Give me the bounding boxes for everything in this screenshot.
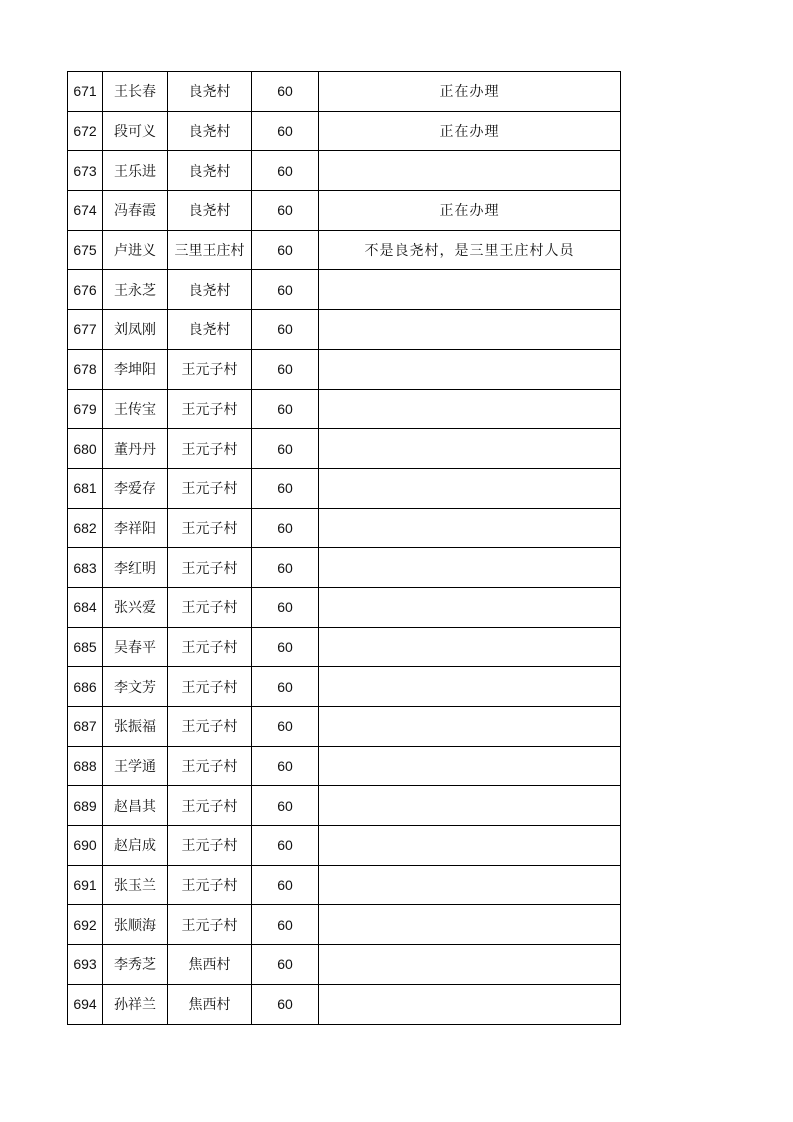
village-cell: 焦西村 (168, 984, 252, 1024)
village-cell: 良尧村 (168, 191, 252, 231)
amount-cell: 60 (252, 667, 319, 707)
village-cell: 焦西村 (168, 945, 252, 985)
note-cell (319, 468, 621, 508)
table-row (68, 151, 621, 191)
amount-cell: 60 (252, 945, 319, 985)
amount-cell: 60 (252, 429, 319, 469)
name-cell: 孙祥兰 (103, 984, 168, 1024)
name-cell: 张顺海 (103, 905, 168, 945)
note-cell (319, 984, 621, 1024)
note-cell: 正在办理 (319, 191, 621, 231)
amount-cell: 60 (252, 72, 319, 112)
name-cell: 李坤阳 (103, 349, 168, 389)
table-row (68, 349, 621, 389)
village-cell: 王元子村 (168, 905, 252, 945)
village-cell: 王元子村 (168, 786, 252, 826)
village-cell: 王元子村 (168, 468, 252, 508)
note-cell (319, 627, 621, 667)
row-number-cell: 686 (68, 667, 103, 707)
note-cell: 不是良尧村，是三里王庄村人员 (319, 230, 621, 270)
amount-cell: 60 (252, 707, 319, 747)
note-cell (319, 429, 621, 469)
amount-cell: 60 (252, 151, 319, 191)
note-cell (319, 151, 621, 191)
amount-cell: 60 (252, 349, 319, 389)
amount-cell: 60 (252, 786, 319, 826)
village-cell: 良尧村 (168, 111, 252, 151)
village-cell: 良尧村 (168, 310, 252, 350)
note-cell (319, 587, 621, 627)
village-cell: 王元子村 (168, 587, 252, 627)
row-number-cell: 694 (68, 984, 103, 1024)
table-row (68, 310, 621, 350)
note-cell (319, 707, 621, 747)
row-number-cell: 674 (68, 191, 103, 231)
village-cell: 良尧村 (168, 270, 252, 310)
table-row (68, 984, 621, 1024)
name-cell: 李爱存 (103, 468, 168, 508)
row-number-cell: 691 (68, 865, 103, 905)
name-cell: 李文芳 (103, 667, 168, 707)
table-row (68, 627, 621, 667)
row-number-cell: 683 (68, 548, 103, 588)
amount-cell: 60 (252, 310, 319, 350)
name-cell: 王长春 (103, 72, 168, 112)
village-cell: 王元子村 (168, 508, 252, 548)
table-row (68, 429, 621, 469)
table-row (68, 707, 621, 747)
village-cell: 良尧村 (168, 72, 252, 112)
table-row (68, 230, 621, 270)
row-number-cell: 690 (68, 826, 103, 866)
village-cell: 王元子村 (168, 349, 252, 389)
name-cell: 李祥阳 (103, 508, 168, 548)
row-number-cell: 673 (68, 151, 103, 191)
amount-cell: 60 (252, 865, 319, 905)
amount-cell: 60 (252, 548, 319, 588)
note-cell: 正在办理 (319, 111, 621, 151)
note-cell (319, 746, 621, 786)
amount-cell: 60 (252, 191, 319, 231)
village-cell: 王元子村 (168, 667, 252, 707)
note-cell (319, 826, 621, 866)
row-number-cell: 689 (68, 786, 103, 826)
table-row (68, 945, 621, 985)
row-number-cell: 680 (68, 429, 103, 469)
name-cell: 张振福 (103, 707, 168, 747)
records-table-body (68, 72, 621, 1025)
row-number-cell: 676 (68, 270, 103, 310)
amount-cell: 60 (252, 746, 319, 786)
note-cell (319, 865, 621, 905)
table-row (68, 389, 621, 429)
row-number-cell: 675 (68, 230, 103, 270)
table-row (68, 746, 621, 786)
name-cell: 李秀芝 (103, 945, 168, 985)
village-cell: 王元子村 (168, 826, 252, 866)
table-row (68, 905, 621, 945)
note-cell (319, 786, 621, 826)
row-number-cell: 682 (68, 508, 103, 548)
village-cell: 王元子村 (168, 746, 252, 786)
row-number-cell: 685 (68, 627, 103, 667)
village-cell: 良尧村 (168, 151, 252, 191)
table-row (68, 548, 621, 588)
amount-cell: 60 (252, 270, 319, 310)
note-cell (319, 349, 621, 389)
village-cell: 三里王庄村 (168, 230, 252, 270)
table-row (68, 270, 621, 310)
row-number-cell: 687 (68, 707, 103, 747)
name-cell: 段可义 (103, 111, 168, 151)
table-row (68, 72, 621, 112)
note-cell (319, 905, 621, 945)
row-number-cell: 677 (68, 310, 103, 350)
name-cell: 李红明 (103, 548, 168, 588)
name-cell: 王学通 (103, 746, 168, 786)
note-cell (319, 310, 621, 350)
table-row (68, 826, 621, 866)
table-row (68, 667, 621, 707)
row-number-cell: 671 (68, 72, 103, 112)
village-cell: 王元子村 (168, 548, 252, 588)
row-number-cell: 693 (68, 945, 103, 985)
row-number-cell: 681 (68, 468, 103, 508)
name-cell: 赵昌其 (103, 786, 168, 826)
table-row (68, 111, 621, 151)
table-row (68, 587, 621, 627)
note-cell (319, 667, 621, 707)
row-number-cell: 672 (68, 111, 103, 151)
name-cell: 刘凤刚 (103, 310, 168, 350)
amount-cell: 60 (252, 984, 319, 1024)
name-cell: 赵启成 (103, 826, 168, 866)
amount-cell: 60 (252, 468, 319, 508)
note-cell: 正在办理 (319, 72, 621, 112)
table-row (68, 191, 621, 231)
row-number-cell: 679 (68, 389, 103, 429)
row-number-cell: 678 (68, 349, 103, 389)
row-number-cell: 688 (68, 746, 103, 786)
table-row (68, 508, 621, 548)
name-cell: 吴春平 (103, 627, 168, 667)
village-cell: 王元子村 (168, 865, 252, 905)
amount-cell: 60 (252, 826, 319, 866)
name-cell: 王乐进 (103, 151, 168, 191)
village-cell: 王元子村 (168, 707, 252, 747)
note-cell (319, 508, 621, 548)
amount-cell: 60 (252, 111, 319, 151)
name-cell: 王永芝 (103, 270, 168, 310)
name-cell: 张玉兰 (103, 865, 168, 905)
name-cell: 王传宝 (103, 389, 168, 429)
row-number-cell: 692 (68, 905, 103, 945)
name-cell: 冯春霞 (103, 191, 168, 231)
note-cell (319, 945, 621, 985)
amount-cell: 60 (252, 508, 319, 548)
note-cell (319, 389, 621, 429)
amount-cell: 60 (252, 587, 319, 627)
name-cell: 董丹丹 (103, 429, 168, 469)
village-cell: 王元子村 (168, 627, 252, 667)
table-row (68, 786, 621, 826)
row-number-cell: 684 (68, 587, 103, 627)
village-cell: 王元子村 (168, 429, 252, 469)
amount-cell: 60 (252, 230, 319, 270)
note-cell (319, 270, 621, 310)
village-cell: 王元子村 (168, 389, 252, 429)
records-table (67, 71, 621, 1025)
amount-cell: 60 (252, 389, 319, 429)
amount-cell: 60 (252, 905, 319, 945)
name-cell: 卢进义 (103, 230, 168, 270)
amount-cell: 60 (252, 627, 319, 667)
note-cell (319, 548, 621, 588)
table-row (68, 468, 621, 508)
name-cell: 张兴爱 (103, 587, 168, 627)
table-row (68, 865, 621, 905)
